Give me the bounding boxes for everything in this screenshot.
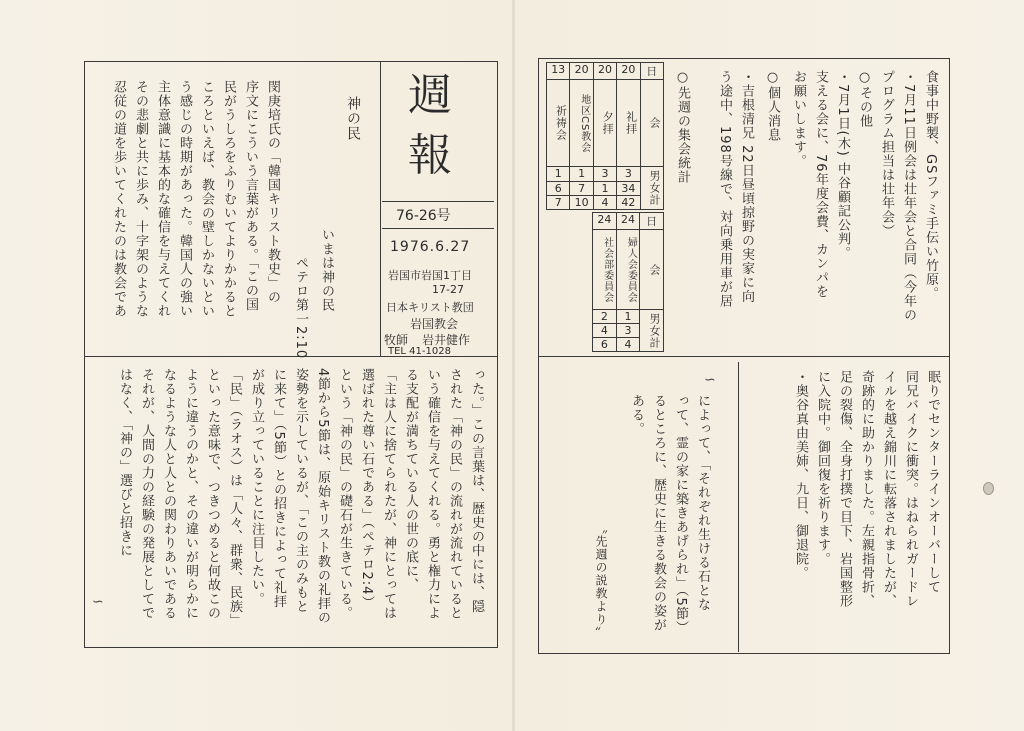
issue-number: 76-26号 — [396, 208, 451, 224]
sermon-cont-line: ように違うのかと、その違いが明らかに — [183, 368, 198, 620]
sum-label: 男女計 — [640, 310, 664, 352]
sermon-cont-line: った。」この言葉は、歴史の中には、隠 — [469, 368, 484, 614]
meeting-label: 会 — [640, 230, 664, 310]
sermon-line: ころといえば、教会の壁しかないとい — [199, 80, 214, 318]
sermon-end-line: って、霊の家に築きあげられ」（5節） — [673, 394, 688, 635]
sermon-cont-line: いう確信を与えてくれる。勇と権力によ — [425, 368, 440, 620]
sermon-cont-line: に来て」（5節）との招きによって礼拝 — [271, 368, 286, 609]
attendance-total: 42 — [617, 195, 640, 209]
sermon-end-line: るところに、歴史に生きる教会の姿が — [651, 394, 666, 632]
masthead-title — [382, 65, 494, 202]
attendance-female: 4 — [593, 324, 617, 338]
attendance-total: 6 — [593, 338, 617, 352]
meeting-name: 夕拝 — [593, 80, 616, 167]
continuation-mark: ∽ — [704, 372, 716, 388]
announcement-line: ・7月1日(木) 中谷顧記公判。 — [835, 70, 850, 260]
right-divider-horizontal — [538, 356, 950, 357]
sermon-bottom — [90, 362, 492, 642]
sermon-cont-line: 「主は人に捨てられたが、神にとっては — [381, 368, 396, 620]
announcement-line: プログラム担当は壮年会） — [879, 70, 894, 238]
sermon-cont-line: それが、人間の力の経験の発展としてで — [139, 368, 154, 620]
sermon-line: 忍従の道を歩いてくれたのは教会であ — [111, 80, 126, 318]
sermon-end — [544, 362, 736, 650]
meeting-name: 婦人会委員会 — [616, 230, 640, 310]
news-line: イルを越え錦川に転落されましたが、 — [881, 370, 896, 608]
attendance-date: 20 — [570, 63, 593, 80]
attendance-date: 20 — [617, 63, 640, 80]
masthead-title-char-b: 報 — [408, 130, 452, 181]
sermon-line: 閔庚培氏の「韓国キリスト教史」の — [265, 80, 280, 304]
attendance-date: 20 — [593, 63, 616, 80]
sermon-cont-line: 姿勢を示しているが、「この主のみもと — [293, 368, 308, 614]
sermon-line: う感じの時期があった。韓国人の強い — [177, 80, 192, 318]
attendance-date-label: 日 — [640, 63, 663, 80]
continuation-mark: ∽ — [92, 594, 104, 610]
news-line: 眠りでセンターラインオーバーして — [925, 370, 940, 594]
news-line: 同兄バイクに衝突。はねられガードレ — [903, 370, 918, 608]
attendance-female: 6 — [547, 181, 570, 195]
church-phone: TEL 41-1028 — [388, 346, 451, 357]
sermon-cont-line: なるような人と人との関わりあいである — [161, 368, 176, 620]
meeting-name: 礼拝 — [617, 80, 640, 167]
announcements-top — [660, 64, 946, 354]
attendance-date: 13 — [547, 63, 570, 80]
attendance-table-bottom — [592, 212, 664, 352]
news-line: ・奥谷真由美姉、九日、御退院。 — [793, 370, 808, 580]
meeting-name: 地区CS教会 — [570, 80, 593, 167]
attendance-female: 3 — [616, 324, 640, 338]
sermon-line: 主体意識に基本的な確信を与えてくれ — [155, 80, 170, 318]
masthead-divider — [380, 61, 381, 356]
punch-hole — [983, 482, 994, 495]
attendance-date: 24 — [616, 213, 640, 230]
masthead — [382, 63, 494, 355]
attendance-male: 1 — [547, 167, 570, 181]
sermon-line: 序文にこういう言葉がある。「この国 — [243, 80, 258, 312]
sermon-attribution: 〝先週の説教より〟 — [594, 522, 608, 639]
sermon-cont-line: はなく、「神の」選びと招きに — [117, 368, 132, 558]
sermon-line: 民がうしろをふりむいてよりかかると — [221, 80, 236, 318]
announcement-line: ○個人消息 — [765, 70, 780, 142]
attendance-total: 10 — [570, 195, 593, 209]
meeting-name: 社会部委員会 — [593, 230, 617, 310]
sermon-cont-line: る支配が満ちている人の世の底に、 — [403, 368, 418, 592]
stats-heading: ○先週の集会統計 — [675, 70, 690, 184]
sermon-end-line: ある。 — [629, 394, 644, 436]
sermon-cont-line: が成り立っていることに注目したい。 — [249, 368, 264, 606]
right-bottom-divider — [738, 362, 739, 652]
sermon-subtitle: いまは神の民 — [319, 228, 334, 312]
attendance-female: 1 — [593, 181, 616, 195]
attendance-total: 4 — [593, 195, 616, 209]
announcement-line: お願いします。 — [791, 70, 806, 168]
sermon-cont-line: 「民」（ラオス）は「人々、群衆、民族」 — [227, 368, 242, 628]
center-fold — [512, 0, 515, 731]
sermon-end-line: によって、「それぞれ生ける石とな — [695, 394, 710, 612]
announcement-line: ・吉根清兄 22日昼頃掠野の実家に向 — [739, 70, 754, 304]
attendance-male: 2 — [593, 310, 617, 324]
attendance-male: 3 — [593, 167, 616, 181]
pastor-name: 岩井健作 — [422, 333, 471, 347]
church-name: 岩国教会 — [410, 317, 459, 331]
church-address: 岩国市岩国1丁目 — [388, 269, 472, 282]
attendance-total: 7 — [547, 195, 570, 209]
sermon-cont-line: 選ばれた尊い石である」（ペテロ2:4） — [359, 368, 374, 610]
attendance-female: 34 — [617, 181, 640, 195]
sum-label: 男女計 — [640, 167, 663, 210]
attendance-date: 24 — [593, 213, 617, 230]
announcement-line: ○その他 — [857, 70, 872, 128]
sermon-cont-line: 4節から5節は、原始キリスト教の礼拝の — [315, 368, 330, 625]
sermon-line: その悲劇と共に歩み、十字架のような — [133, 80, 148, 318]
sermon-cont-line: といった意味で、つきつめると何故この — [205, 368, 220, 620]
attendance-table-top — [546, 62, 664, 210]
attendance-male: 3 — [617, 167, 640, 181]
meeting-label: 会 — [640, 80, 663, 167]
news-line: 足の裂傷、全身打撲で目下、岩国整形 — [837, 370, 852, 608]
announcement-line: う途中、198号線で、対向乗用車が居 — [717, 70, 732, 308]
attendance-male: 1 — [616, 310, 640, 324]
news-line: 奇跡的に助かりました。左親指骨折、 — [859, 370, 874, 608]
announcement-line: ・7月11日例会は壮年会と合同（今年の — [901, 70, 916, 322]
masthead-info-box — [382, 228, 494, 357]
bulletin-date: 1976.6.27 — [390, 239, 471, 255]
news-continuation — [744, 362, 946, 650]
sermon-cont-line: という「神の民」の礎石が生きている。 — [337, 368, 352, 620]
sermon-cont-line: された「神の民」の流れが流れていると — [447, 368, 462, 620]
denomination: 日本キリスト教団 — [386, 301, 474, 314]
attendance-date-label: 日 — [640, 213, 664, 230]
pastor-label: 牧師 — [384, 333, 409, 347]
attendance-male: 1 — [570, 167, 593, 181]
news-line: に入院中。御回復を祈ります。 — [815, 370, 830, 566]
sermon-top — [92, 72, 376, 360]
attendance-total: 4 — [616, 338, 640, 352]
masthead-title-char-a: 週 — [408, 70, 452, 121]
sermon-title: 神の民 — [345, 96, 361, 141]
announcement-line: 支える会に、76年度会費、カンパを — [813, 70, 828, 299]
announcement-line: 食事中野製、GSファミ手伝い竹原。 — [923, 70, 938, 301]
attendance-stats — [546, 62, 664, 352]
attendance-female: 7 — [570, 181, 593, 195]
church-address-number: 17-27 — [432, 283, 464, 296]
meeting-name: 祈祷会 — [547, 80, 570, 167]
scripture-reference: ペテロ第一2:10 — [293, 256, 308, 360]
